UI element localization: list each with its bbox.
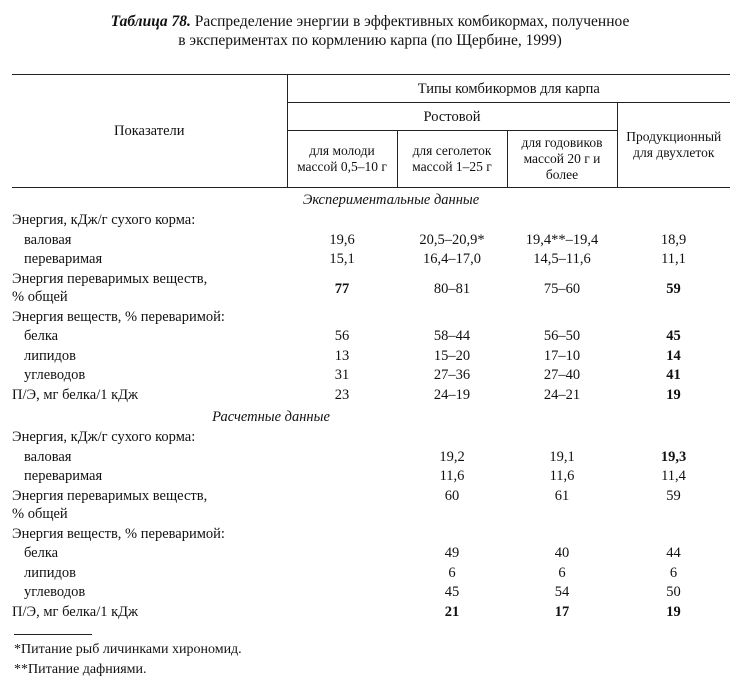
caption-line-1: [0, 12, 740, 31]
row-label: валовая: [24, 448, 72, 465]
cell: 24–19: [433, 386, 471, 403]
cell: 18,9: [660, 231, 687, 248]
table-row: [12, 250, 730, 270]
cell: 17: [554, 603, 570, 620]
header-fingerling: для сеголеток массой 1–25 г: [397, 131, 507, 188]
cell: 54: [554, 584, 570, 600]
table-row: [12, 525, 730, 545]
row-label-line-1: Энергия переваримых веществ,: [12, 270, 208, 287]
energy-table: [12, 74, 730, 622]
cell: 45: [666, 328, 681, 344]
cell: 6: [448, 564, 456, 581]
cell: 49: [444, 545, 460, 561]
cell: 11,1: [661, 251, 686, 267]
cell: 19: [666, 386, 681, 403]
table-row: [12, 583, 730, 603]
row-label: Энергия, кДж/г сухого корма:: [12, 212, 196, 228]
cell: 75–60: [543, 280, 581, 297]
header-growth: Ростовой: [287, 103, 617, 131]
row-label: Энергия веществ, % переваримой:: [12, 525, 225, 542]
table-row: [12, 428, 730, 448]
header-production: Продукционный для двухлеток: [617, 103, 730, 188]
cell: 11,6: [549, 468, 575, 484]
cell: 56–50: [543, 328, 581, 344]
cell: 6: [669, 564, 678, 581]
cell: 19,4**–19,4: [525, 231, 599, 248]
row-label: [12, 270, 287, 308]
cell: [287, 564, 397, 584]
table-row: [12, 467, 730, 487]
table-row: [12, 603, 730, 623]
row-label: углеводов: [24, 584, 86, 600]
row-label: валовая: [24, 231, 72, 248]
row-label: липидов: [24, 347, 76, 364]
table-caption: [0, 12, 740, 50]
cell: 20,5–20,9*: [419, 231, 485, 248]
header-indicators: Показатели: [12, 75, 287, 188]
row-label: белка: [24, 545, 59, 561]
cell: 27–40: [543, 367, 581, 383]
cell: 16,4–17,0: [423, 251, 481, 267]
row-label-line-2: % общей: [12, 288, 68, 305]
caption-title-1: Распределение энергии в эффективных комбикормах, полученное: [194, 13, 630, 30]
cell: 41: [666, 367, 681, 383]
table-row: [12, 347, 730, 367]
table-row: [12, 544, 730, 564]
cell: 45: [444, 584, 460, 600]
cell: 19: [666, 603, 681, 620]
cell: 19,3: [660, 448, 687, 465]
row-label: П/Э, мг белка/1 кДж: [12, 386, 139, 403]
cell: 31: [334, 367, 350, 383]
row-label: переваримая: [24, 251, 103, 267]
row-label: липидов: [24, 564, 76, 581]
cell: 27–36: [433, 367, 471, 383]
cell: 19,1: [549, 448, 575, 465]
footnote-divider: [14, 634, 92, 635]
cell: 50: [666, 584, 681, 600]
cell: 80–81: [433, 280, 471, 297]
cell: 61: [554, 487, 570, 504]
section-experimental: Экспериментальные данные: [302, 191, 480, 208]
cell: 77: [334, 280, 350, 297]
table-row: [12, 211, 730, 231]
caption-line-2: в экспериментах по кормлению карпа (по Щербине, 1999): [178, 32, 562, 49]
table-row: [12, 448, 730, 468]
cell: 59: [666, 280, 681, 297]
cell: 59: [666, 487, 681, 504]
cell: 58–44: [433, 328, 471, 344]
table-row: [12, 564, 730, 584]
footnote-2: **Питание дафниями.: [14, 662, 147, 677]
cell: 24–21: [543, 386, 581, 403]
header-feed-types: Типы комбикормов для карпа: [287, 75, 730, 103]
row-label: [12, 487, 287, 525]
cell: 14,5–11,6: [533, 251, 591, 267]
row-label: белка: [24, 328, 59, 344]
cell: 15,1: [329, 251, 355, 267]
row-label: П/Э, мг белка/1 кДж: [12, 603, 139, 620]
header-yearling: для годовиков массой 20 г и более: [507, 131, 617, 188]
cell: 23: [334, 386, 350, 403]
row-label: углеводов: [24, 367, 86, 383]
cell: 19,6: [329, 231, 355, 248]
cell: 14: [666, 347, 681, 364]
cell: [287, 487, 397, 525]
table-row: [12, 487, 730, 525]
table-row: [12, 308, 730, 328]
cell: 6: [558, 564, 566, 581]
table-row: [12, 231, 730, 251]
cell: 15–20: [433, 347, 471, 364]
cell: 44: [666, 545, 681, 561]
row-label: Энергия веществ, % переваримой:: [12, 308, 225, 325]
section-calculated: Расчетные данные: [212, 408, 330, 425]
caption-label: Таблица 78.: [110, 13, 191, 30]
cell: [287, 603, 397, 623]
cell: [287, 448, 397, 468]
table-row: [12, 270, 730, 308]
cell: 40: [554, 545, 570, 561]
table-row: [12, 327, 730, 347]
cell: 11,4: [661, 468, 686, 484]
table-row: [12, 366, 730, 386]
row-label: переваримая: [24, 468, 103, 484]
cell: 19,2: [439, 448, 465, 465]
header-fry: для молоди массой 0,5–10 г: [287, 131, 397, 188]
cell: 21: [444, 603, 460, 620]
cell: [287, 583, 397, 603]
cell: 17–10: [543, 347, 581, 364]
row-label-line-1: Энергия переваримых веществ,: [12, 487, 208, 504]
cell: [287, 544, 397, 564]
cell: 60: [444, 487, 460, 504]
row-label: Энергия, кДж/г сухого корма:: [12, 429, 196, 445]
cell: [287, 467, 397, 487]
cell: 11,6: [439, 468, 465, 484]
cell: 13: [334, 347, 350, 364]
row-label-line-2: % общей: [12, 505, 68, 522]
cell: 56: [334, 328, 350, 344]
footnotes: [14, 640, 242, 680]
footnote-1: *Питание рыб личинками хирономид.: [14, 642, 242, 657]
table-row: [12, 386, 730, 406]
